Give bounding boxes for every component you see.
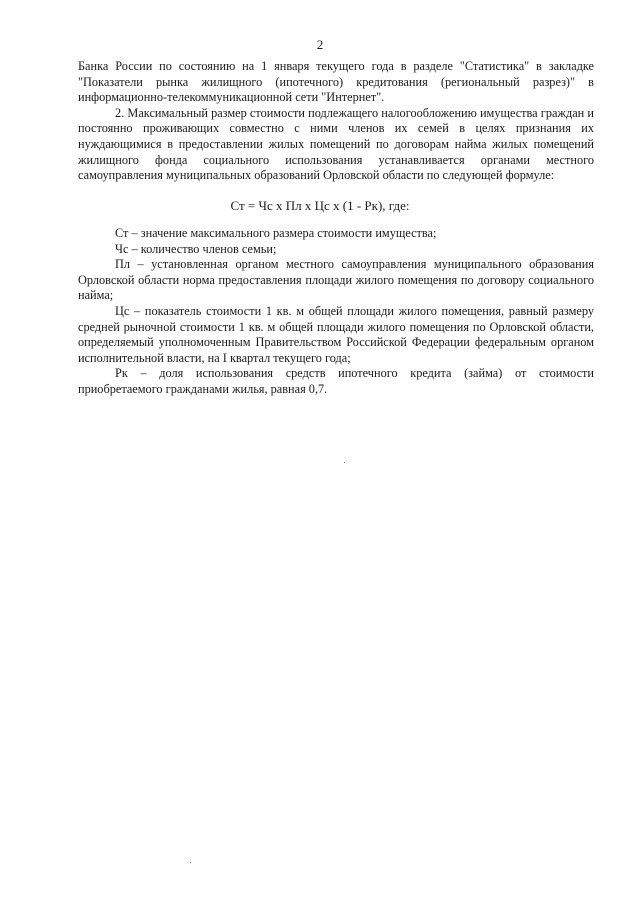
definitions-list — [78, 226, 594, 398]
definition-chs: Чс – количество членов семьи; — [115, 241, 277, 256]
formula: Ст = Чс х Пл х Цс х (1 - Рк), где: — [230, 198, 410, 213]
section-2-paragraph: 2. Максимальный размер стоимости подлежащего налогообложению имущества граждан и постоянно проживающих совместно с ними членов их семей в целях признания их нуждающимися в предоставлении жилых помещений по договорам найма жилых помещений жилищного фонда социального использования устанавливается органами местного самоуправления муниципальных образований Орловской области по следующей формуле: — [78, 105, 594, 183]
definition-ts: Цс – показатель стоимости 1 кв. м общей площади жилого помещения, равный размеру средней рыночной стоимости 1 кв. м общей площади жилого помещения по Орловской области, определяемый уполномоченным Правительством Российской Федерации федеральным органом исполнительной власти, на I квартал текущего года; — [78, 303, 594, 365]
definition-st: Ст – значение максимального размера стоимости имущества; — [115, 226, 437, 240]
body-text-top — [78, 59, 594, 184]
scan-speck — [344, 462, 345, 463]
definition-rk: Рк – доля использования средств ипотечного кредита (займа) от стоимости приобретаемого гражданами жилья, равная 0,7. — [78, 366, 594, 396]
definition-pl: Пл – установленная органом местного самоуправления муниципального образования Орловской области норма предоставления площади жилого помещения по договору социального найма; — [78, 257, 594, 303]
scan-speck — [190, 862, 191, 863]
page-number: 2 — [316, 37, 324, 52]
intro-paragraph: Банка России по состоянию на 1 января текущего года в разделе "Статистика" в закладке "Показатели рынка жилищного (ипотечного) кредитования (региональный разрез)" в информационно-телекоммуникационной сети "Интернет". — [78, 59, 594, 105]
